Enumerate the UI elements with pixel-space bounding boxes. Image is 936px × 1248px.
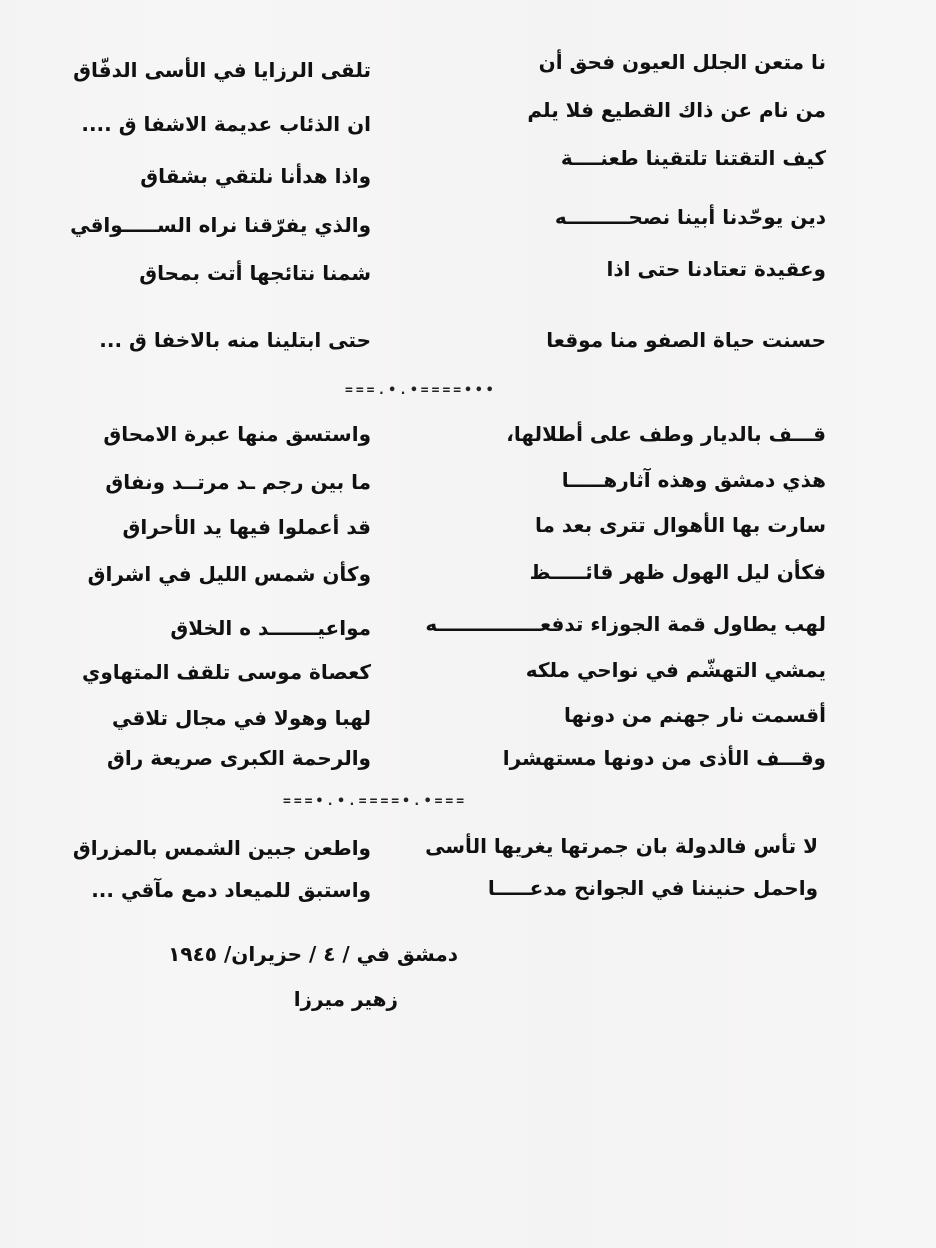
verse-5-right-hemistich: وعقيدة تعتادنا حتى اذا bbox=[606, 257, 826, 281]
verse-6-left-hemistich: حتى ابتلينا منه بالاخفا ق ... bbox=[99, 328, 371, 352]
verse-1-left-hemistich: تلقى الرزايا في الأسى الدفّاق bbox=[73, 58, 371, 82]
verse-8-right-hemistich: هذي دمشق وهذه آثارهـــــا bbox=[561, 468, 826, 492]
verse-10-right-hemistich: فكأن ليل الهول ظهر قائـــــظ bbox=[529, 560, 826, 584]
verse-4-right-hemistich: دين يوحّدنا أبينا نصحـــــــــه bbox=[554, 205, 826, 229]
verse-15-left-hemistich: واطعن جبين الشمس بالمزراق bbox=[72, 836, 371, 860]
verse-2-right-hemistich: من نام عن ذاك القطيع فلا يلم bbox=[527, 98, 826, 122]
verse-7-left-hemistich: واستسق منها عبرة الامحاق bbox=[103, 422, 371, 446]
verse-9-right-hemistich: سارت بها الأهوال تترى بعد ما bbox=[534, 513, 826, 537]
verse-9-left-hemistich: قد أعملوا فيها يد الأحراق bbox=[122, 515, 371, 539]
verse-4-left-hemistich: والذي يفرّقنا نراه الســـــواقي bbox=[70, 213, 371, 237]
verse-13-right-hemistich: أقسمت نار جهنم من دونها bbox=[563, 703, 826, 727]
section-divider-1: ===.•.•====••• bbox=[345, 383, 497, 398]
verse-7-right-hemistich: قـــف بالديار وطف على أطلالها، bbox=[506, 422, 826, 446]
author-name: زهير ميرزا bbox=[293, 987, 398, 1011]
verse-13-left-hemistich: لهبا وهولا في مجال تلاقي bbox=[112, 706, 371, 730]
section-divider-2: ===•.•.====•.•=== bbox=[283, 794, 468, 809]
verse-3-right-hemistich: كيف التقتنا تلتقينا طعنــــة bbox=[560, 146, 826, 170]
verse-11-left-hemistich: مواعيـــــــد ه الخلاق bbox=[170, 616, 371, 640]
verse-1-right-hemistich: نا متعن الجلل العيون فحق أن bbox=[538, 50, 826, 74]
verse-15-right-hemistich: لا تأس فالدولة بان جمرتها يغريها الأسى bbox=[425, 834, 818, 858]
verse-12-right-hemistich: يمشي التهشّم في نواحي ملكه bbox=[525, 658, 826, 682]
verse-8-left-hemistich: ما بين رجم ـد مرتــد ونفاق bbox=[105, 470, 371, 494]
verse-5-left-hemistich: شمنا نتائجها أتت بمحاق bbox=[139, 261, 371, 285]
verse-6-right-hemistich: حسنت حياة الصفو منا موقعا bbox=[546, 328, 826, 352]
verse-11-right-hemistich: لهب يطاول قمة الجوزاء تدفعـــــــــــــــه bbox=[425, 612, 826, 636]
verse-12-left-hemistich: كعصاة موسى تلقف المتهاوي bbox=[82, 660, 371, 684]
verse-3-left-hemistich: واذا هدأنا نلتقي بشقاق bbox=[140, 164, 371, 188]
verse-2-left-hemistich: ان الذئاب عديمة الاشفا ق .... bbox=[81, 112, 371, 136]
verse-16-right-hemistich: واحمل حنيننا في الجوانح مدعـــــا bbox=[487, 876, 818, 900]
verse-16-left-hemistich: واستبق للميعاد دمع مآقي ... bbox=[91, 878, 371, 902]
verse-14-left-hemistich: والرحمة الكبرى صريعة راق bbox=[107, 746, 371, 770]
verse-14-right-hemistich: وقـــف الأذى من دونها مستهشرا bbox=[502, 746, 826, 770]
place-and-date: دمشق في / ٤ / حزيران/ ١٩٤٥ bbox=[168, 942, 458, 966]
verse-10-left-hemistich: وكأن شمس الليل في اشراق bbox=[87, 562, 371, 586]
